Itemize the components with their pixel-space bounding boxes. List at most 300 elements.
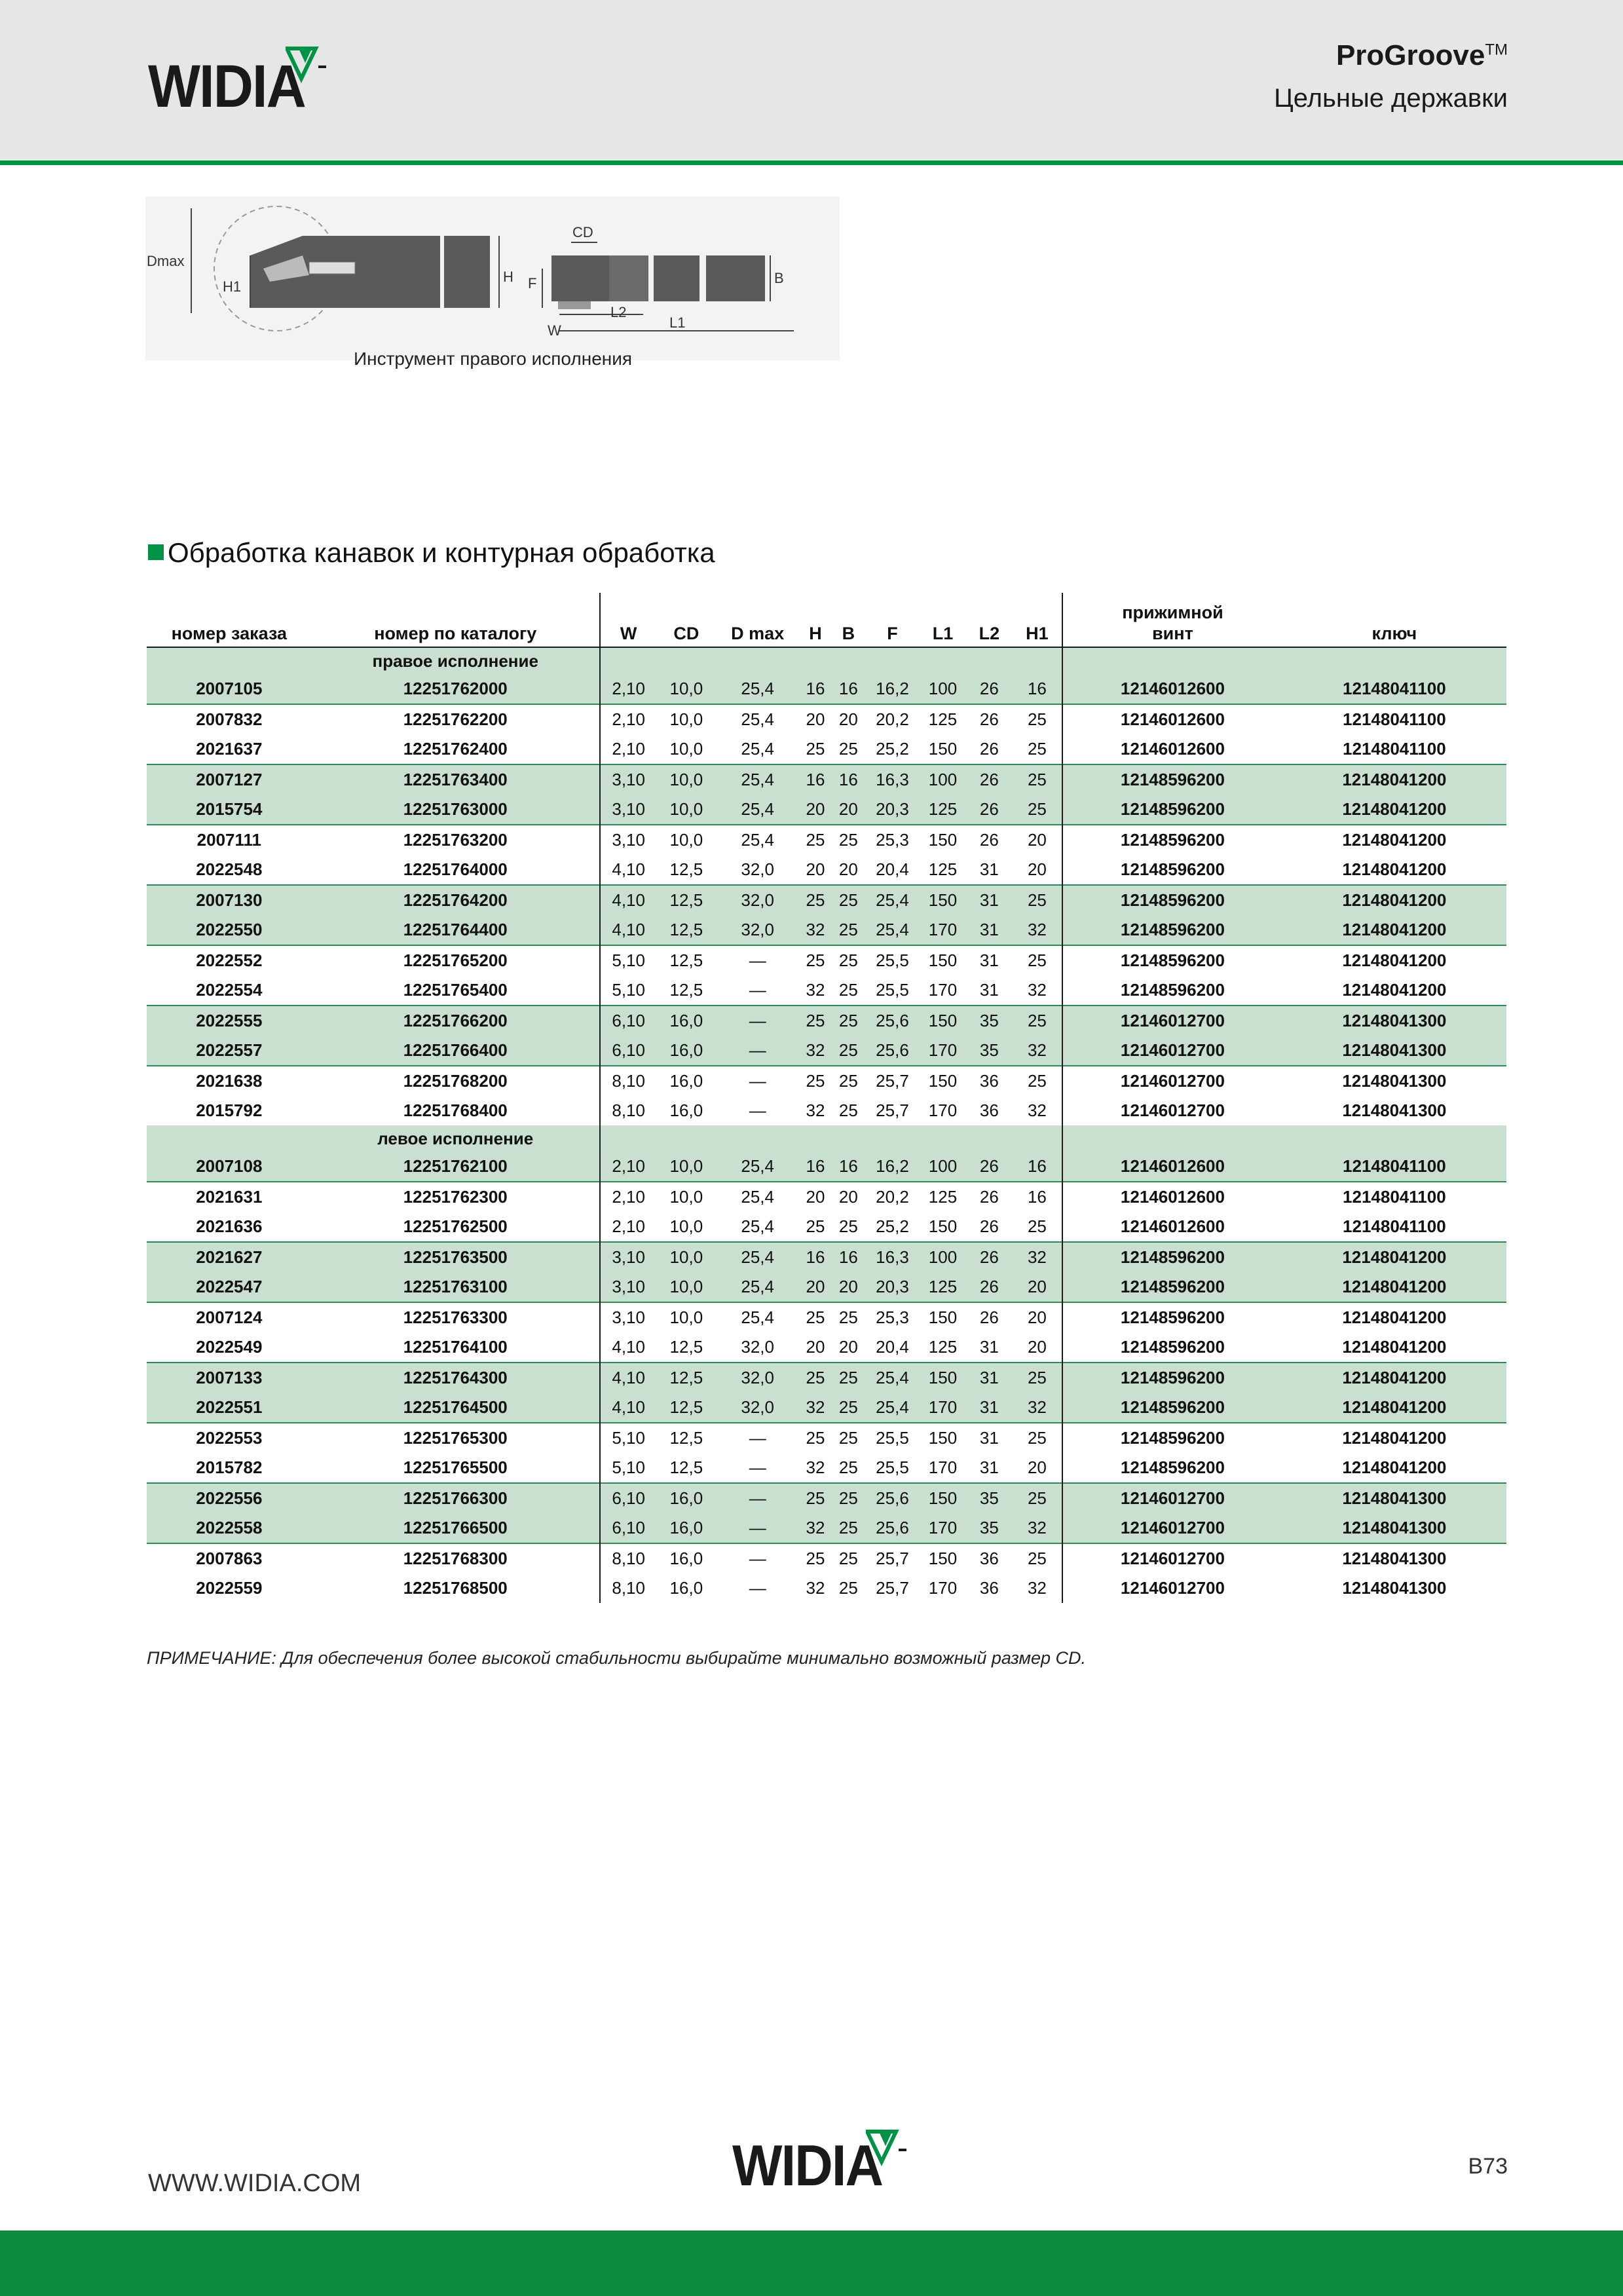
trademark: TM xyxy=(1485,41,1508,59)
cell-clamp-screw: 12148596200 xyxy=(1062,764,1282,795)
col-l2: L2 xyxy=(966,593,1013,647)
cell-catalog-number: 12251762500 xyxy=(403,1216,508,1236)
label-w: W xyxy=(548,322,561,339)
cell-f: 25,6 xyxy=(865,1483,920,1513)
cell-dmax: — xyxy=(716,1006,799,1036)
cell-f: 25,4 xyxy=(865,1393,920,1423)
cell-f: 16,3 xyxy=(865,1242,920,1272)
cell-clamp-screw: 12146012600 xyxy=(1062,704,1282,734)
cell-key: 12148041100 xyxy=(1343,1216,1446,1236)
cell-h: 32 xyxy=(806,980,825,1000)
cell-f: 16,2 xyxy=(865,1152,920,1182)
cell-b: 25 xyxy=(832,1393,865,1423)
col-catalog-number: номер по каталогу xyxy=(312,593,600,647)
cell-clamp-screw: 12146012600 xyxy=(1062,1212,1282,1242)
cell-h1: 25 xyxy=(1013,795,1063,825)
cell-h1: 20 xyxy=(1027,1458,1047,1477)
cell-order-number: 2007111 xyxy=(147,825,312,855)
cell-b: 25 xyxy=(832,1036,865,1066)
cell-h: 32 xyxy=(799,1036,831,1066)
cell-dmax: 25,4 xyxy=(716,674,799,704)
table-row xyxy=(147,1152,1506,1182)
cell-order-number: 2022559 xyxy=(196,1578,263,1598)
cell-dmax: 25,4 xyxy=(741,739,774,759)
cell-l1: 150 xyxy=(920,885,966,915)
cell-cd: 16,0 xyxy=(657,1006,717,1036)
cell-clamp-screw: 12146012700 xyxy=(1062,1573,1282,1603)
cell-w: 6,10 xyxy=(600,1036,657,1066)
cell-f: 16,3 xyxy=(865,764,920,795)
cell-catalog-number: 12251764200 xyxy=(312,885,600,915)
cell-clamp-screw: 12148596200 xyxy=(1062,915,1282,945)
cell-b: 25 xyxy=(832,915,865,945)
cell-l2: 31 xyxy=(979,859,999,879)
cell-catalog-number: 12251762000 xyxy=(312,674,600,704)
cell-w: 4,10 xyxy=(600,915,657,945)
cell-h: 20 xyxy=(799,795,831,825)
cell-order-number: 2007127 xyxy=(147,764,312,795)
cell-dmax: 25,4 xyxy=(716,1242,799,1272)
col-order-number: номер заказа xyxy=(147,593,312,647)
cell-catalog-number: 12251764000 xyxy=(403,859,508,879)
footer-bar xyxy=(0,2230,1623,2296)
cell-order-number: 2007832 xyxy=(147,704,312,734)
cell-clamp-screw: 12148596200 xyxy=(1062,1332,1282,1363)
cell-l1: 150 xyxy=(920,1423,966,1453)
cell-f: 20,4 xyxy=(876,859,909,879)
cell-l1: 150 xyxy=(920,1543,966,1573)
cell-h1: 20 xyxy=(1013,825,1063,855)
cell-h1: 20 xyxy=(1013,1272,1063,1302)
cell-order-number: 2015754 xyxy=(147,795,312,825)
cell-key: 12148041200 xyxy=(1282,795,1506,825)
cell-b: 25 xyxy=(838,1578,858,1598)
cell-h: 25 xyxy=(799,885,831,915)
cell-key: 12148041300 xyxy=(1282,1006,1506,1036)
cell-h: 25 xyxy=(799,825,831,855)
cell-catalog-number: 12251762200 xyxy=(312,704,600,734)
cell-catalog-number: 12251768500 xyxy=(403,1578,508,1598)
cell-b: 16 xyxy=(832,674,865,704)
table-row xyxy=(147,1066,1506,1096)
cell-w: 6,10 xyxy=(600,1483,657,1513)
cell-h1: 25 xyxy=(1013,1483,1063,1513)
cell-h1: 25 xyxy=(1013,1423,1063,1453)
cell-dmax: — xyxy=(716,1483,799,1513)
cell-f: 25,3 xyxy=(865,825,920,855)
col-clamp-screw: прижимной винт xyxy=(1062,593,1282,647)
cell-l1: 150 xyxy=(928,739,958,759)
cell-h: 20 xyxy=(799,1182,831,1212)
cell-h: 20 xyxy=(806,1337,825,1357)
cell-catalog-number: 12251768200 xyxy=(312,1066,600,1096)
cell-b: 16 xyxy=(832,1242,865,1272)
cell-cd: 16,0 xyxy=(657,1543,717,1573)
table-row xyxy=(147,1483,1506,1513)
cell-clamp-screw: 12148596200 xyxy=(1062,1453,1282,1483)
cell-f: 20,2 xyxy=(865,704,920,734)
cell-l2: 26 xyxy=(979,1216,999,1236)
cell-dmax: 32,0 xyxy=(716,1393,799,1423)
cell-w: 4,10 xyxy=(600,885,657,915)
cell-b: 25 xyxy=(832,945,865,975)
cell-dmax: 32,0 xyxy=(741,859,774,879)
cell-dmax: 25,4 xyxy=(716,1302,799,1332)
cell-cd: 10,0 xyxy=(657,795,717,825)
cell-f: 25,4 xyxy=(865,1363,920,1393)
cell-h1: 20 xyxy=(1027,1337,1047,1357)
cell-clamp-screw: 12146012700 xyxy=(1062,1543,1282,1573)
tool-diagram xyxy=(145,197,840,360)
cell-f: 25,3 xyxy=(865,1302,920,1332)
cell-w: 5,10 xyxy=(600,1453,657,1483)
table-row xyxy=(147,1006,1506,1036)
cell-cd: 12,5 xyxy=(669,980,703,1000)
table-row xyxy=(147,1393,1506,1423)
cell-w: 4,10 xyxy=(600,1363,657,1393)
cell-h1: 32 xyxy=(1013,915,1063,945)
section-label: левое исполнение xyxy=(312,1125,600,1152)
cell-l1: 150 xyxy=(920,1363,966,1393)
table-row xyxy=(147,1212,1506,1242)
cell-cd: 10,0 xyxy=(657,704,717,734)
label-l1: L1 xyxy=(669,314,686,331)
cell-l1: 125 xyxy=(920,704,966,734)
cell-f: 25,7 xyxy=(865,1066,920,1096)
cell-l2: 36 xyxy=(979,1578,999,1598)
cell-cd: 12,5 xyxy=(669,1337,703,1357)
cell-cd: 16,0 xyxy=(657,1066,717,1096)
cell-l1: 125 xyxy=(920,1182,966,1212)
cell-key: 12148041100 xyxy=(1343,739,1446,759)
cell-catalog-number: 12251764100 xyxy=(403,1337,508,1357)
cell-l2: 26 xyxy=(966,1272,1013,1302)
cell-h: 16 xyxy=(799,764,831,795)
cell-b: 25 xyxy=(832,1423,865,1453)
cell-b: 20 xyxy=(832,1272,865,1302)
cell-clamp-screw: 12148596200 xyxy=(1062,795,1282,825)
cell-w: 6,10 xyxy=(600,1513,657,1543)
cell-b: 25 xyxy=(832,1363,865,1393)
cell-key: 12148041300 xyxy=(1282,1036,1506,1066)
table-header-row xyxy=(147,593,1506,647)
cell-dmax: — xyxy=(716,1036,799,1066)
cell-catalog-number: 12251766200 xyxy=(312,1006,600,1036)
cell-w: 5,10 xyxy=(600,945,657,975)
cell-cd: 12,5 xyxy=(657,1423,717,1453)
cell-catalog-number: 12251765300 xyxy=(312,1423,600,1453)
cell-h1: 16 xyxy=(1013,1152,1063,1182)
cell-catalog-number: 12251763200 xyxy=(312,825,600,855)
cell-cd: 10,0 xyxy=(657,1152,717,1182)
cell-dmax: — xyxy=(716,1066,799,1096)
cell-order-number: 2022550 xyxy=(147,915,312,945)
cell-cd: 10,0 xyxy=(657,764,717,795)
cell-l1: 170 xyxy=(920,915,966,945)
cell-dmax: 25,4 xyxy=(741,1216,774,1236)
cell-key: 12148041200 xyxy=(1282,945,1506,975)
cell-l1: 150 xyxy=(920,945,966,975)
cell-catalog-number: 12251765200 xyxy=(312,945,600,975)
website-link[interactable]: WWW.WIDIA.COM xyxy=(148,2170,362,2197)
cell-l2: 36 xyxy=(966,1543,1013,1573)
cell-dmax: 32,0 xyxy=(741,1337,774,1357)
cell-dmax: — xyxy=(716,1423,799,1453)
cell-catalog-number: 12251763000 xyxy=(312,795,600,825)
cell-h: 25 xyxy=(799,1543,831,1573)
cell-h: 25 xyxy=(806,739,825,759)
label-b: B xyxy=(774,270,784,286)
cell-clamp-screw: 12148596200 xyxy=(1062,1272,1282,1302)
table-row xyxy=(147,1182,1506,1212)
table-row xyxy=(147,1036,1506,1066)
cell-cd: 16,0 xyxy=(657,1483,717,1513)
cell-w: 2,10 xyxy=(600,1212,657,1242)
cell-order-number: 2022557 xyxy=(147,1036,312,1066)
cell-order-number: 2022547 xyxy=(147,1272,312,1302)
cell-key: 12148041200 xyxy=(1342,980,1447,1000)
cell-b: 25 xyxy=(832,1302,865,1332)
cell-order-number: 2022558 xyxy=(147,1513,312,1543)
cell-key: 12148041200 xyxy=(1282,915,1506,945)
cell-key: 12148041200 xyxy=(1282,1363,1506,1393)
cell-catalog-number: 12251768400 xyxy=(403,1101,508,1120)
cell-w: 3,10 xyxy=(600,1272,657,1302)
footer-widia-logo xyxy=(732,2132,882,2199)
cell-f: 25,7 xyxy=(876,1101,909,1120)
cell-key: 12148041100 xyxy=(1282,674,1506,704)
col-h: H xyxy=(799,593,831,647)
cell-clamp-screw: 12146012700 xyxy=(1062,1006,1282,1036)
cell-clamp-screw: 12146012700 xyxy=(1062,1483,1282,1513)
product-name: ProGroove xyxy=(1335,39,1485,71)
cell-dmax: — xyxy=(749,1101,766,1120)
cell-key: 12148041300 xyxy=(1282,1483,1506,1513)
table-row xyxy=(147,855,1506,885)
cell-w: 2,10 xyxy=(600,1182,657,1212)
cell-key: 12148041200 xyxy=(1282,1272,1506,1302)
cell-f: 25,2 xyxy=(876,739,909,759)
cell-l1: 150 xyxy=(920,1066,966,1096)
cell-b: 25 xyxy=(832,885,865,915)
cell-f: 25,4 xyxy=(865,915,920,945)
cell-l1: 100 xyxy=(920,1242,966,1272)
table-note: ПРИМЕЧАНИЕ: Для обеспечения более высокой стабильности выбирайте минимально возможный размер CD. xyxy=(147,1648,1087,1668)
cell-catalog-number: 12251764400 xyxy=(312,915,600,945)
col-b: B xyxy=(832,593,865,647)
cell-cd: 10,0 xyxy=(657,1182,717,1212)
cell-l1: 170 xyxy=(928,1101,958,1120)
cell-b: 20 xyxy=(832,704,865,734)
cell-f: 25,6 xyxy=(865,1513,920,1543)
cell-clamp-screw: 12146012700 xyxy=(1062,1513,1282,1543)
cell-order-number: 2022551 xyxy=(147,1393,312,1423)
cell-l1: 100 xyxy=(920,764,966,795)
page-header xyxy=(0,0,1623,165)
cell-h1: 32 xyxy=(1013,1393,1063,1423)
cell-order-number: 2007133 xyxy=(147,1363,312,1393)
cell-f: 25,2 xyxy=(876,1216,909,1236)
cell-catalog-number: 12251764300 xyxy=(312,1363,600,1393)
cell-l2: 36 xyxy=(966,1066,1013,1096)
cell-l1: 125 xyxy=(928,859,958,879)
cell-l1: 150 xyxy=(920,825,966,855)
cell-order-number: 2015782 xyxy=(196,1458,263,1477)
cell-cd: 16,0 xyxy=(669,1578,703,1598)
cell-w: 2,10 xyxy=(600,674,657,704)
cell-key: 12148041300 xyxy=(1282,1066,1506,1096)
cell-key: 12148041200 xyxy=(1282,1302,1506,1332)
table-row xyxy=(147,1423,1506,1453)
cell-f: 16,2 xyxy=(865,674,920,704)
cell-cd: 10,0 xyxy=(657,674,717,704)
cell-key: 12148041300 xyxy=(1282,1513,1506,1543)
cell-order-number: 2007105 xyxy=(147,674,312,704)
table-row xyxy=(147,1513,1506,1543)
cell-b: 20 xyxy=(832,1182,865,1212)
cell-clamp-screw: 12148596200 xyxy=(1062,1302,1282,1332)
cell-h: 32 xyxy=(799,915,831,945)
diagram-caption: Инструмент правого исполнения xyxy=(354,348,633,369)
cell-h1: 20 xyxy=(1027,859,1047,879)
cell-h1: 32 xyxy=(1013,1036,1063,1066)
cell-dmax: 25,4 xyxy=(716,764,799,795)
cell-l2: 26 xyxy=(966,764,1013,795)
cell-l2: 36 xyxy=(979,1101,999,1120)
logo-text: WIDIA xyxy=(148,53,305,120)
cell-w: 8,10 xyxy=(600,1096,657,1125)
cell-h: 25 xyxy=(799,1066,831,1096)
cell-h: 25 xyxy=(799,1006,831,1036)
cell-clamp-screw: 12146012700 xyxy=(1062,1066,1282,1096)
cell-order-number: 2021631 xyxy=(147,1182,312,1212)
cell-cd: 12,5 xyxy=(657,945,717,975)
cell-catalog-number: 12251762400 xyxy=(403,739,508,759)
table-row xyxy=(147,825,1506,855)
cell-h1: 25 xyxy=(1013,1066,1063,1096)
footer-logo-mark-icon xyxy=(866,2129,918,2168)
cell-catalog-number: 12251764500 xyxy=(312,1393,600,1423)
cell-l2: 31 xyxy=(966,915,1013,945)
cell-w: 2,10 xyxy=(600,734,657,764)
cell-key: 12148041200 xyxy=(1342,859,1447,879)
cell-order-number: 2007124 xyxy=(147,1302,312,1332)
table-row xyxy=(147,734,1506,764)
cell-w: 3,10 xyxy=(600,764,657,795)
cell-f: 25,5 xyxy=(865,1423,920,1453)
cell-f: 25,5 xyxy=(865,945,920,975)
cell-b: 25 xyxy=(838,1216,858,1236)
cell-cd: 10,0 xyxy=(657,1242,717,1272)
cell-h1: 25 xyxy=(1013,704,1063,734)
cell-l1: 170 xyxy=(928,1458,958,1477)
cell-h: 25 xyxy=(799,945,831,975)
cell-b: 20 xyxy=(832,795,865,825)
cell-cd: 10,0 xyxy=(657,1302,717,1332)
cell-l2: 31 xyxy=(966,1423,1013,1453)
cell-h1: 25 xyxy=(1027,1216,1047,1236)
cell-clamp-screw: 12146012600 xyxy=(1062,674,1282,704)
page-subtitle: Цельные державки xyxy=(1274,84,1508,113)
cell-h1: 25 xyxy=(1027,739,1047,759)
cell-b: 25 xyxy=(832,825,865,855)
cell-b: 25 xyxy=(832,1483,865,1513)
cell-order-number: 2022554 xyxy=(196,980,263,1000)
cell-l2: 35 xyxy=(966,1513,1013,1543)
cell-w: 3,10 xyxy=(600,795,657,825)
cell-h1: 16 xyxy=(1013,1182,1063,1212)
table-row xyxy=(147,1242,1506,1272)
cell-l1: 125 xyxy=(920,1272,966,1302)
cell-key: 12148041200 xyxy=(1282,1242,1506,1272)
cell-h1: 25 xyxy=(1013,1543,1063,1573)
cell-w: 4,10 xyxy=(600,1393,657,1423)
cell-l1: 170 xyxy=(920,1513,966,1543)
cell-dmax: 25,4 xyxy=(716,1272,799,1302)
section-label: правое исполнение xyxy=(312,647,600,674)
cell-l1: 170 xyxy=(928,1578,958,1598)
cell-l2: 31 xyxy=(979,1337,999,1357)
table-row xyxy=(147,1272,1506,1302)
cell-f: 25,6 xyxy=(865,1006,920,1036)
cell-f: 25,5 xyxy=(876,1458,909,1477)
cell-l1: 125 xyxy=(920,795,966,825)
cell-catalog-number: 12251762300 xyxy=(312,1182,600,1212)
cell-h1: 25 xyxy=(1013,764,1063,795)
label-h: H xyxy=(503,269,513,285)
cell-f: 20,2 xyxy=(865,1182,920,1212)
cell-l2: 26 xyxy=(979,739,999,759)
cell-key: 12148041300 xyxy=(1282,1543,1506,1573)
cell-l2: 35 xyxy=(966,1483,1013,1513)
cell-key: 12148041200 xyxy=(1282,1423,1506,1453)
footer-logo-text: WIDIA xyxy=(732,2133,883,2198)
cell-order-number: 2007863 xyxy=(147,1543,312,1573)
cell-w: 2,10 xyxy=(600,704,657,734)
cell-h: 32 xyxy=(799,1393,831,1423)
cell-h1: 16 xyxy=(1013,674,1063,704)
cell-l2: 26 xyxy=(966,825,1013,855)
cell-b: 25 xyxy=(838,1101,858,1120)
section-label-row xyxy=(147,1125,1506,1152)
cell-dmax: — xyxy=(716,945,799,975)
cell-catalog-number: 12251766400 xyxy=(312,1036,600,1066)
cell-h: 32 xyxy=(806,1101,825,1120)
cell-w: 5,10 xyxy=(600,975,657,1006)
table-row xyxy=(147,1302,1506,1332)
cell-clamp-screw: 12148596200 xyxy=(1062,1363,1282,1393)
cell-cd: 16,0 xyxy=(657,1513,717,1543)
cell-f: 25,4 xyxy=(865,885,920,915)
cell-cd: 10,0 xyxy=(657,825,717,855)
cell-clamp-screw: 12148596200 xyxy=(1062,1242,1282,1272)
cell-w: 8,10 xyxy=(600,1543,657,1573)
cell-b: 25 xyxy=(832,1543,865,1573)
cell-order-number: 2021636 xyxy=(196,1216,263,1236)
cell-l2: 31 xyxy=(979,1458,999,1477)
cell-l2: 26 xyxy=(966,1302,1013,1332)
cell-cd: 10,0 xyxy=(657,1272,717,1302)
cell-w: 3,10 xyxy=(600,1302,657,1332)
cell-h: 16 xyxy=(799,674,831,704)
cell-catalog-number: 12251765500 xyxy=(403,1458,508,1477)
cell-l1: 170 xyxy=(920,1036,966,1066)
cell-dmax: — xyxy=(716,1543,799,1573)
cell-clamp-screw: 12148596200 xyxy=(1062,1423,1282,1453)
cell-l1: 100 xyxy=(920,674,966,704)
cell-h1: 32 xyxy=(1013,1242,1063,1272)
cell-w: 6,10 xyxy=(600,1006,657,1036)
